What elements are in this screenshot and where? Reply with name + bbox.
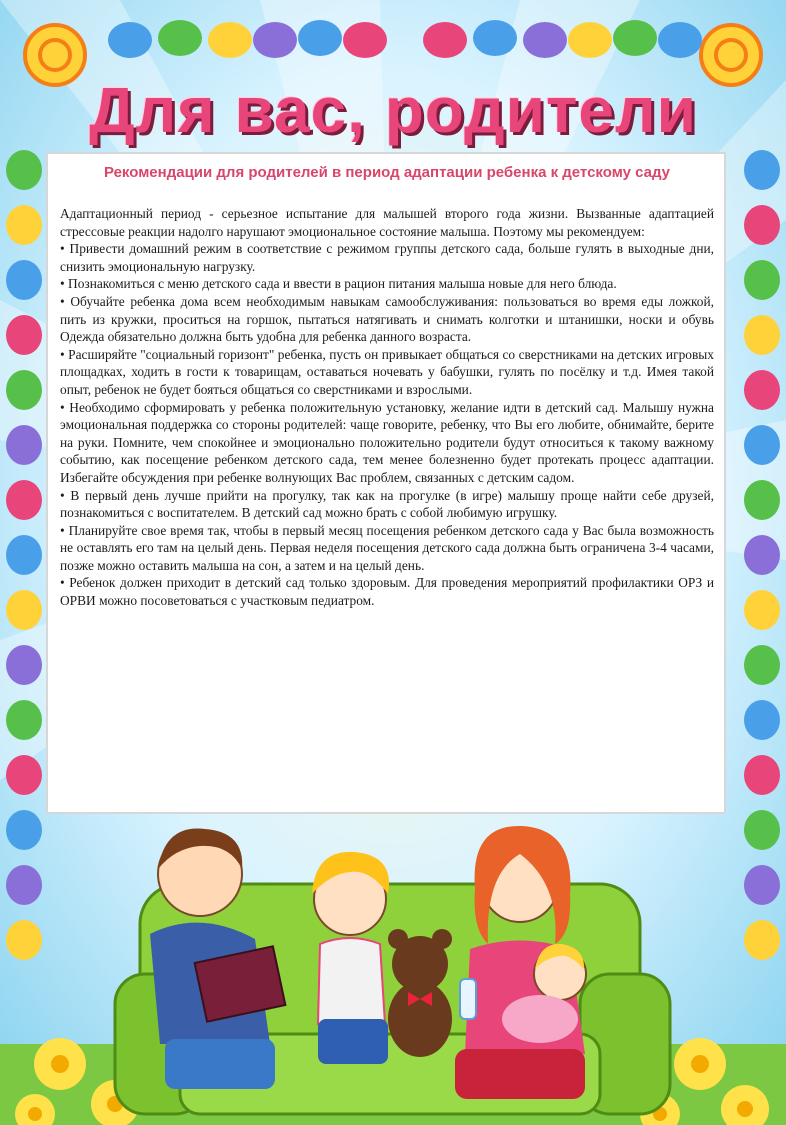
recommendations-panel: [46, 152, 726, 814]
family-on-sofa-illustration: [0, 814, 786, 1125]
panel-heading: Рекомендации для родителей в период адаптации ребенка к детскому саду: [103, 164, 671, 181]
recommendation-item: • Планируйте свое время так, чтобы в первый месяц посещения ребенком детского сада у Вас была возможность не оставлять его там на целый день. Первая неделя посещения детского сада должна быть ограничена 3-4 часами, позже можно оставить малыша на сон, а затем и на целый день.: [60, 522, 714, 573]
intro-paragraph: Адаптационный период - серьезное испытание для малышей второго года жизни. Вызванные адаптацией стрессовые реакции надолго нарушают эмоциональное состояние малыша. Поэтому мы рекомендуем:: [60, 206, 714, 239]
recommendation-item: • В первый день лучше прийти на прогулку, так как на прогулке (в игре) малышу проще найти себе друзей, познакомиться с воспитателем. В детский сад можно брать с собой любимую игрушку.: [60, 487, 714, 521]
recommendation-item: • Обучайте ребенка дома всем необходимым навыкам самообслуживания: пользоваться во время еды ложкой, пить из кружки, проситься на горшок, пытаться натягивать и снимать колготки и штанишки, носки и обувь Одежда обязательно должна быть удобна для ребенка данного возраста.: [60, 293, 714, 345]
recommendation-item: • Расширяйте "социальный горизонт" ребенка, пусть он привыкает общаться со сверстниками на детских игровых площадках, ходить в гости к товарищам, оставаться ночевать у бабушки, гулять по посёлку и т.д. Имея такой опыт, ребенок не будет бояться общаться со сверстниками и взрослыми.: [60, 346, 714, 397]
recommendation-item: • Познакомиться с меню детского сада и ввести в рацион питания малыша новые для него блюда.: [60, 276, 617, 292]
recommendation-item: • Привести домашний режим в соответствие с режимом группы детского сада, больше гулять в выходные дни, снизить эмоциональную нагрузку.: [60, 241, 714, 274]
recommendation-item: • Ребенок должен приходит в детский сад только здоровым. Для проведения мероприятий профилактики ОРЗ и ОРВИ можно посоветоваться с участковым педиатром.: [60, 575, 714, 609]
recommendations-text: [60, 205, 714, 610]
recommendation-item: • Необходимо сформировать у ребенка положительную установку, желание идти в детский сад. Малышу нужна эмоциональная поддержка со стороны родителей: чаще говорите, ребенку, что Вы его любите, обнимайте, берите на руки. Помните, чем спокойнее и эмоционально положительно родители будут относиться к такому важному событию, как посещение ребенком детского сада, тем менее болезненно будет протекать процесс адаптации. Избегайте обсуждения при ребенке волнующих Вас проблем, связанных с детским садом.: [60, 399, 714, 485]
poster-title: Для вас, родители: [89, 74, 697, 146]
